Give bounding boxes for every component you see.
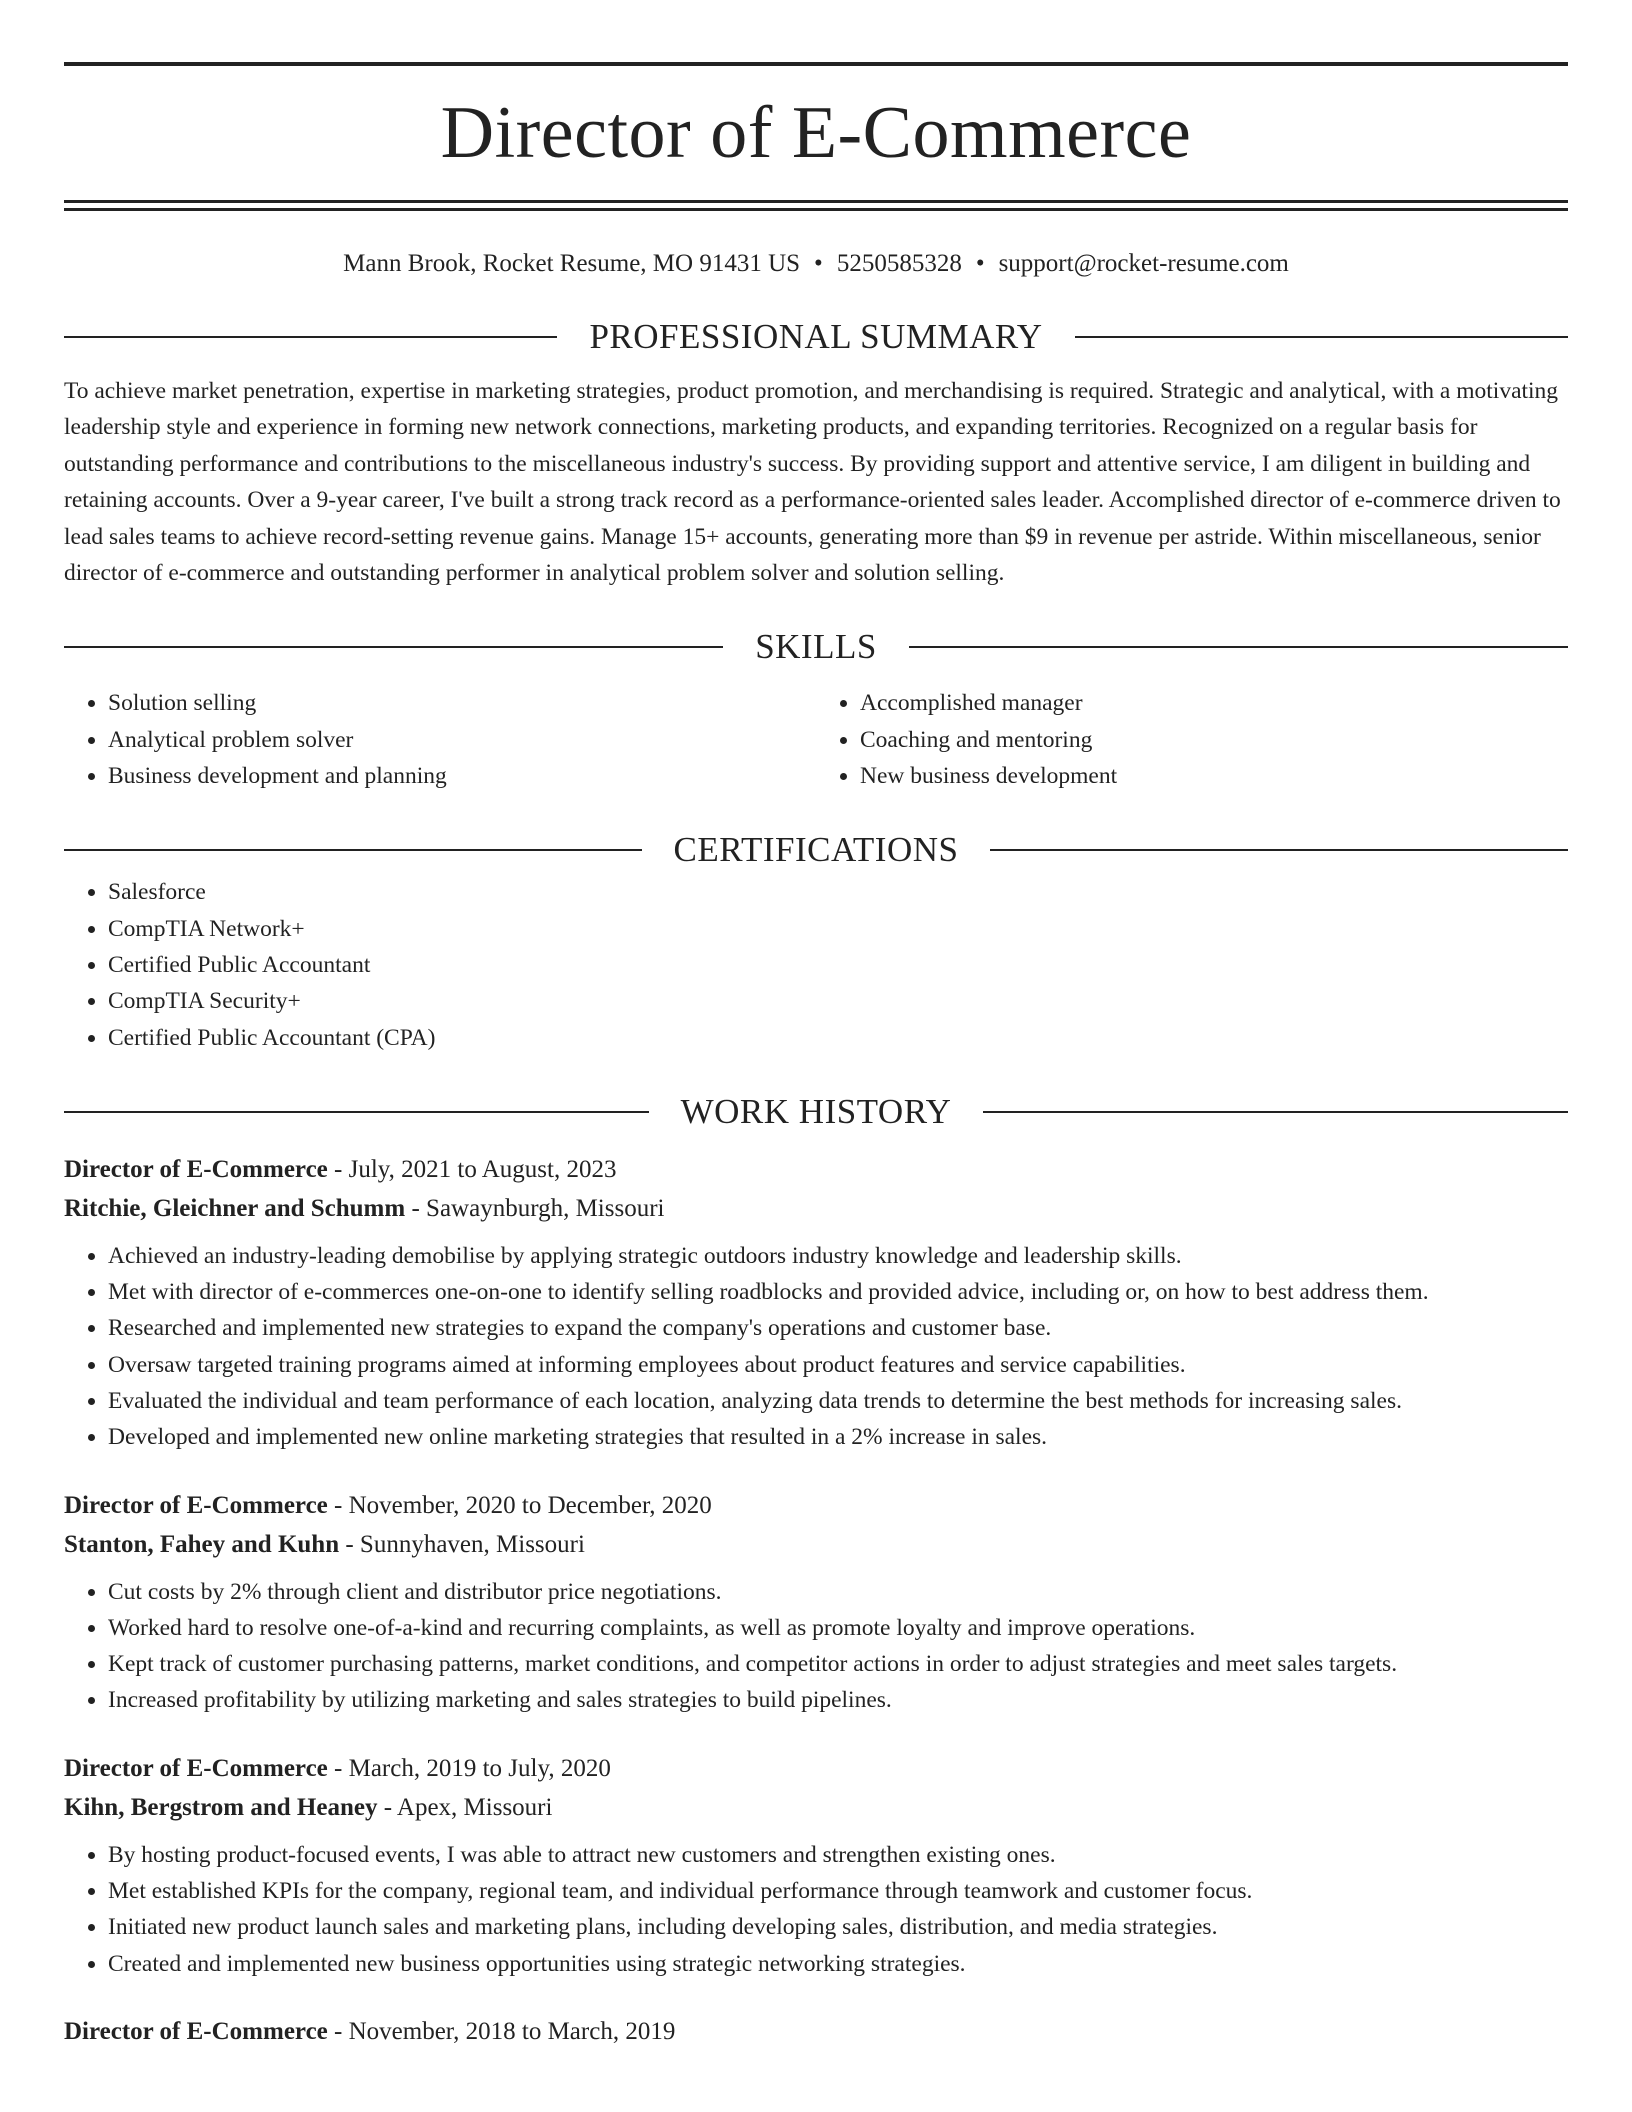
skills-list-right (816, 685, 1568, 794)
job-company-line (64, 1788, 1568, 1827)
contact-phone: 5250585328 (836, 250, 962, 277)
list-item: • Developed and implemented new online marketing strategies that resulted in a 2% increase in sales. (108, 1419, 1568, 1455)
section-heading-certifications (64, 826, 1568, 874)
job-role-line (64, 2012, 1568, 2051)
job-dates: - November, 2018 to March, 2019 (327, 2017, 676, 2045)
summary-paragraph: To achieve market penetration, expertise in marketing strategies, product promotion, and merchandising is required. Strategic and analytical, with a motivating leadership style and experience in forming new network connections, marketing products, and expanding territories. Recognized on a regular basis for outstanding performance and contributions to the miscellaneous industry's success. By providing support and attentive service, I am diligent in building and retaining accounts. Over a 9-year career, I've built a strong track record as a performance-oriented sales leader. Accomplished director of e-commerce driven to lead sales teams to achieve record-setting revenue gains. Manage 15+ accounts, generating more than $9 in revenue per astride. Within miscellaneous, senior director of e-commerce and outstanding performer in analytical problem solver and solution selling. (64, 378, 1561, 587)
section-title: PROFESSIONAL SUMMARY (589, 317, 1043, 356)
job-role: Director of E-Commerce (64, 1155, 328, 1183)
job-entry (64, 2012, 1568, 2051)
contact-line (64, 247, 1568, 281)
job-company-line (64, 1525, 1568, 1564)
list-item: • Oversaw targeted training programs aimed at informing employees about product features and service capabilities. (108, 1347, 1568, 1383)
list-item: • Salesforce (108, 874, 1568, 910)
job-company-line (64, 1189, 1568, 1228)
list-item: • CompTIA Network+ (108, 911, 1568, 947)
job-location: - Sawaynburgh, Missouri (405, 1194, 665, 1222)
section-title: CERTIFICATIONS (673, 830, 959, 870)
job-role-line (64, 1486, 1568, 1525)
list-item: • Evaluated the individual and team performance of each location, analyzing data trends to determine the best methods for increasing sales. (108, 1383, 1568, 1419)
contact-separator: • (814, 250, 823, 277)
contact-email: support@rocket-resume.com (998, 250, 1289, 277)
skills-grid (64, 685, 1568, 794)
title-double-rule (64, 200, 1568, 211)
list-item: • Certified Public Accountant (CPA) (108, 1020, 1568, 1056)
list-item: • Initiated new product launch sales and marketing plans, including developing sales, distribution, and media strategies. (108, 1909, 1568, 1945)
contact-address: Mann Brook, Rocket Resume, MO 91431 US (343, 250, 801, 277)
contact-separator: • (975, 250, 985, 277)
job-company: Stanton, Fahey and Kuhn (64, 1530, 340, 1558)
job-role: Director of E-Commerce (64, 1754, 328, 1782)
list-item: • Analytical problem solver (108, 722, 816, 758)
section-heading-skills (64, 623, 1568, 671)
list-item: • Met established KPIs for the company, regional team, and individual performance through teamwork and customer focus. (108, 1873, 1568, 1909)
list-item: • Coaching and mentoring (860, 722, 1568, 758)
top-rule (64, 62, 1568, 66)
section-title: WORK HISTORY (680, 1091, 952, 1131)
section-title: SKILLS (755, 627, 877, 667)
job-bullets (64, 1238, 1568, 1456)
page-title: Director of E-Commerce (440, 92, 1192, 174)
list-item: • Created and implemented new business opportunities using strategic networking strategies. (108, 1946, 1568, 1982)
job-bullets (64, 1574, 1568, 1719)
list-item: • Increased profitability by utilizing marketing and sales strategies to build pipelines. (108, 1682, 1568, 1718)
heading-rule (64, 1111, 649, 1113)
job-entry (64, 1486, 1568, 1719)
skills-list-left (64, 685, 816, 794)
heading-rule (909, 646, 1568, 648)
heading-rule (1075, 336, 1568, 338)
job-entry (64, 1150, 1568, 1456)
resume-content (64, 0, 1568, 2051)
list-item: • Met with director of e-commerces one-on-one to identify selling roadblocks and provided advice, including or, on how to best address them. (108, 1274, 1568, 1310)
section-heading-summary (64, 313, 1568, 361)
list-item: • Achieved an industry-leading demobilise by applying strategic outdoors industry knowledge and leadership skills. (108, 1238, 1568, 1274)
job-role-line (64, 1150, 1568, 1189)
list-item: • Cut costs by 2% through client and distributor price negotiations. (108, 1574, 1568, 1610)
job-company: Kihn, Bergstrom and Heaney (64, 1793, 378, 1821)
list-item: • CompTIA Security+ (108, 983, 1568, 1019)
job-location: - Apex, Missouri (377, 1793, 553, 1821)
list-item: • Accomplished manager (860, 685, 1568, 721)
job-dates: - November, 2020 to December, 2020 (327, 1491, 712, 1519)
heading-rule (64, 336, 557, 338)
section-heading-work-history (64, 1088, 1568, 1136)
job-entry (64, 1749, 1568, 1982)
list-item: • Worked hard to resolve one-of-a-kind and recurring complaints, as well as promote loyalty and improve operations. (108, 1610, 1568, 1646)
job-bullets (64, 1837, 1568, 1982)
list-item: • Certified Public Accountant (108, 947, 1568, 983)
list-item: • Solution selling (108, 685, 816, 721)
list-item: • Business development and planning (108, 758, 816, 794)
job-dates: - July, 2021 to August, 2023 (327, 1155, 617, 1183)
list-item: • New business development (860, 758, 1568, 794)
list-item: • Kept track of customer purchasing patterns, market conditions, and competitor actions in order to adjust strategies and meet sales targets. (108, 1646, 1568, 1682)
heading-rule (990, 849, 1568, 851)
job-role: Director of E-Commerce (64, 1491, 328, 1519)
job-company: Ritchie, Gleichner and Schumm (64, 1194, 406, 1222)
list-item: • By hosting product-focused events, I was able to attract new customers and strengthen existing ones. (108, 1837, 1568, 1873)
list-item: • Researched and implemented new strategies to expand the company's operations and customer base. (108, 1310, 1568, 1346)
job-role: Director of E-Commerce (64, 2017, 328, 2045)
certifications-list (64, 874, 1568, 1055)
heading-rule (64, 849, 642, 851)
job-role-line (64, 1749, 1568, 1788)
heading-rule (64, 646, 723, 648)
heading-rule (983, 1111, 1568, 1113)
job-location: - Sunnyhaven, Missouri (339, 1530, 585, 1558)
job-dates: - March, 2019 to July, 2020 (327, 1754, 611, 1782)
